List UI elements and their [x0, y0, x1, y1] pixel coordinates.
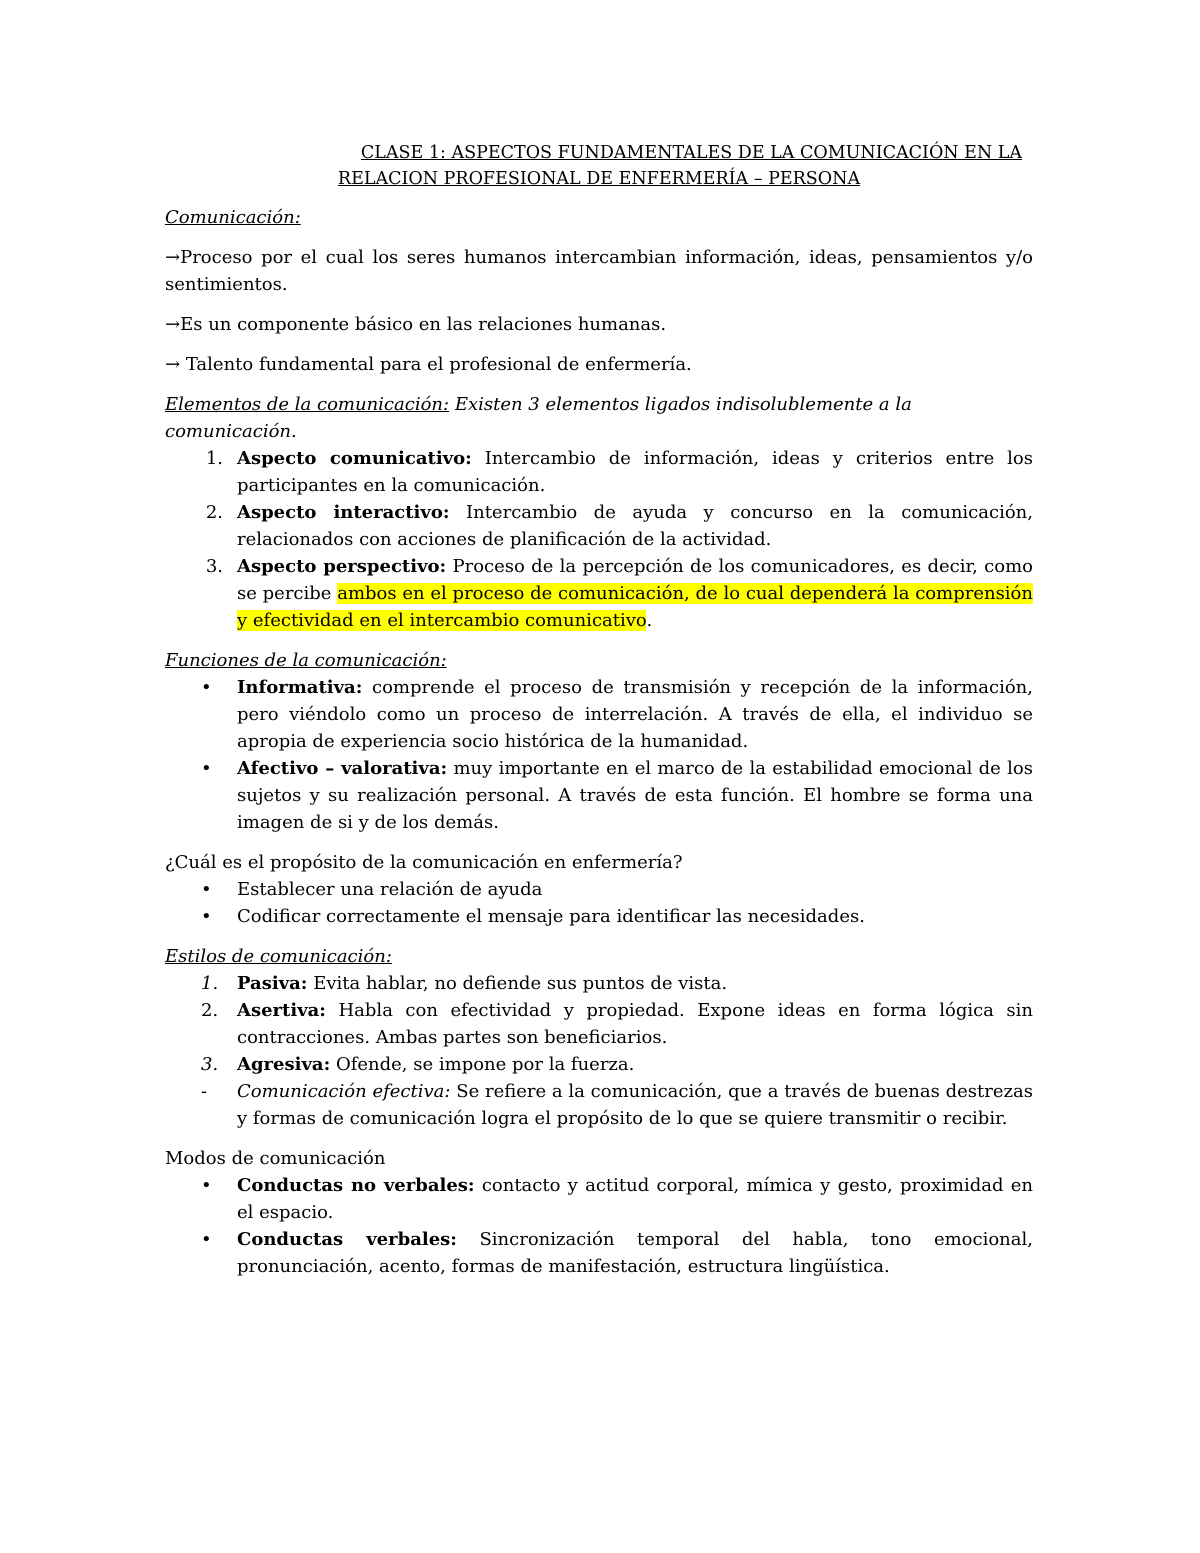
highlighted-text: ambos en el proceso de comunicación, de lo cual dependerá la comprensión y efectividad en el intercambio comunicativo [237, 583, 1033, 631]
comunicacion-p3: → Talento fundamental para el profesional de enfermería. [165, 354, 692, 375]
list-item: 2. Aspecto interactivo: Intercambio de ayuda y concurso en la comunicación, relacionados con acciones de planificación de la actividad. [205, 502, 1033, 550]
list-item: • Establecer una relación de ayuda [165, 876, 1033, 903]
bullet-icon: • [201, 758, 212, 779]
heading-comunicacion: Comunicación: [165, 207, 301, 228]
list-item: 1. Pasiva: Evita hablar, no defiende sus puntos de vista. [201, 973, 728, 994]
title-line-2: RELACION PROFESIONAL DE ENFERMERÍA – PERSONA [337, 169, 861, 189]
elementos-intro: Existen 3 elementos ligados indisolublemente a la comunicación. [165, 394, 912, 442]
arrow-icon: → [165, 247, 181, 268]
list-item: • Codificar correctamente el mensaje para identificar las necesidades. [165, 903, 1033, 930]
bullet-icon: • [201, 879, 212, 900]
funciones-list [165, 674, 1033, 836]
bullet-icon: • [201, 1175, 212, 1196]
modos-list [165, 1172, 1033, 1280]
comunicacion-p2: →Es un componente básico en las relaciones humanas. [165, 314, 667, 335]
document-title [165, 140, 1033, 192]
title-line-1: CLASE 1: ASPECTOS FUNDAMENTALES DE LA COMUNICACIÓN EN LA [360, 143, 1023, 163]
list-item: • Afectivo – valorativa: muy importante en el marco de la estabilidad emocional de los sujetos y su realización personal. A través de esta función. El hombre se forma una imagen de si y de los demás. [165, 755, 1033, 836]
list-item: 1. Aspecto comunicativo: Intercambio de información, ideas y criterios entre los participantes en la comunicación. [205, 448, 1033, 496]
list-item: 2. Asertiva: Habla con efectividad y propiedad. Expone ideas en forma lógica sin contracciones. Ambas partes son beneficiarios. [201, 1000, 1033, 1048]
arrow-icon: → [165, 314, 181, 335]
comunicacion-p1: →Proceso por el cual los seres humanos intercambian información, ideas, pensamientos y/o sentimientos. [165, 247, 1033, 295]
bullet-icon: • [201, 677, 212, 698]
list-item: - Comunicación efectiva: Se refiere a la comunicación, que a través de buenas destrezas y formas de comunicación logra el propósito de lo que se quiere transmitir o recibir. [201, 1081, 1033, 1129]
bullet-icon: • [201, 1229, 212, 1250]
list-item: 3. Aspecto perspectivo: Proceso de la percepción de los comunicadores, es decir, como se percibe ambos en el proceso de comunicación, de lo cual dependerá la comprensión y efectividad en el intercambio comunicativo. [205, 556, 1033, 631]
document-page [165, 132, 1033, 1280]
heading-funciones: Funciones de la comunicación: [165, 650, 447, 671]
proposito-question: ¿Cuál es el propósito de la comunicación en enfermería? [165, 852, 683, 873]
estilos-list [165, 970, 1033, 1132]
bullet-icon: • [201, 906, 212, 927]
list-item: • Informativa: comprende el proceso de transmisión y recepción de la información, pero viéndolo como un proceso de interrelación. A través de ella, el individuo se apropia de experiencia socio histórica de la humanidad. [165, 674, 1033, 755]
proposito-list [165, 876, 1033, 930]
list-item: • Conductas no verbales: contacto y actitud corporal, mímica y gesto, proximidad en el espacio. [165, 1172, 1033, 1226]
list-item: 3. Agresiva: Ofende, se impone por la fuerza. [201, 1054, 635, 1075]
list-item: • Conductas verbales: Sincronización temporal del habla, tono emocional, pronunciación, acento, formas de manifestación, estructura lingüística. [165, 1226, 1033, 1280]
heading-elementos: Elementos de la comunicación: [165, 394, 450, 415]
elementos-heading-line [165, 391, 1033, 445]
heading-estilos: Estilos de comunicación: [165, 946, 392, 967]
heading-modos: Modos de comunicación [165, 1148, 386, 1169]
elementos-list [165, 445, 1033, 634]
arrow-icon: → [165, 354, 181, 375]
